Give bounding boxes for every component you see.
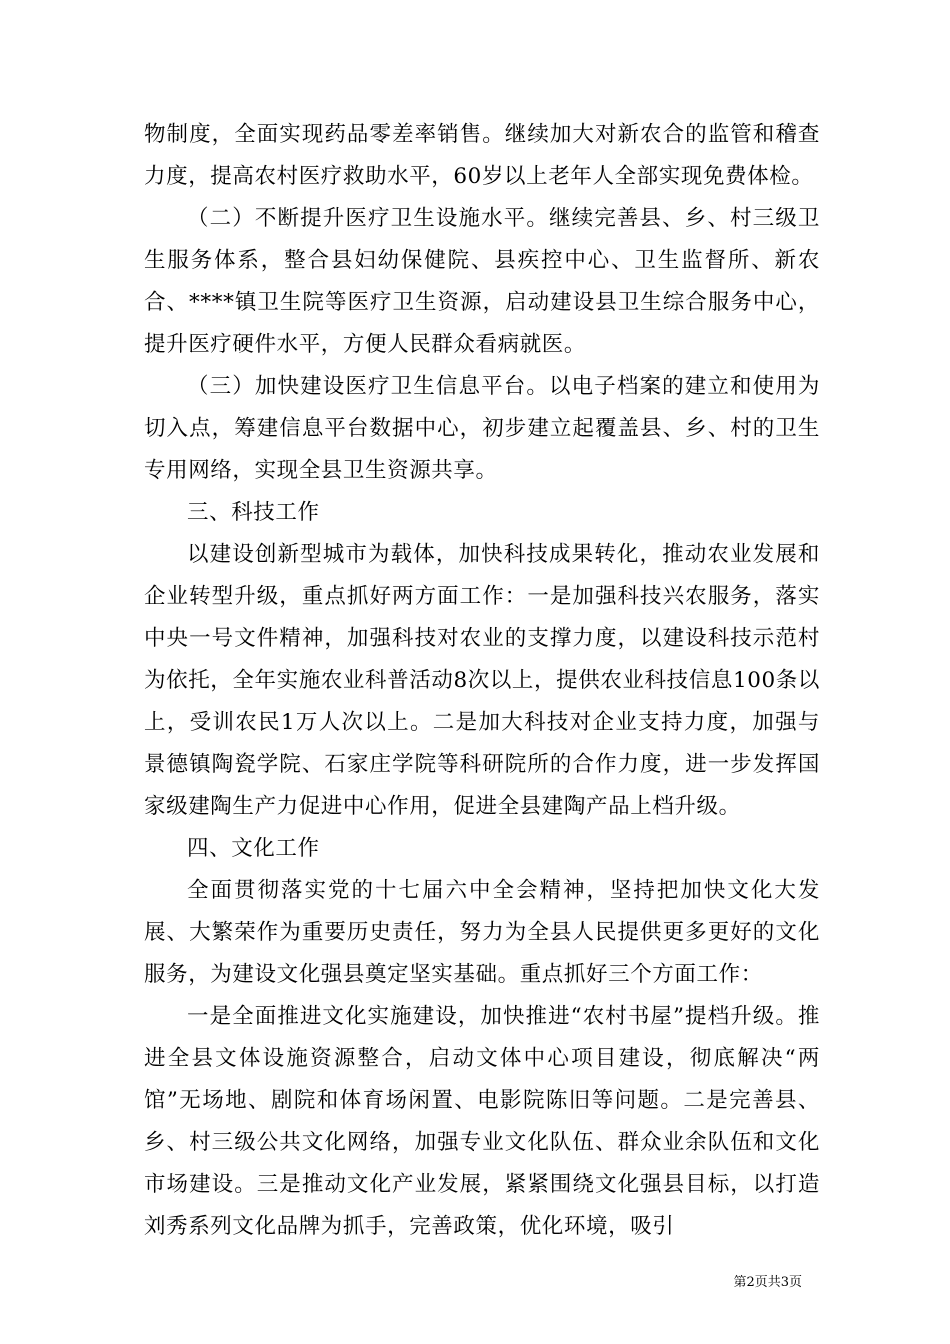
paragraph-3: （三）加快建设医疗卫生信息平台。以电子档案的建立和使用为切入点，筹建信息平台数据中心，初步建立起覆盖县、乡、村的卫生专用网络，实现全县卫生资源共享。	[144, 374, 820, 483]
paragraph-2: （二）不断提升医疗卫生设施水平。继续完善县、乡、村三级卫生服务体系，整合县妇幼保健院、县疾控中心、卫生监督所、新农合、****镇卫生院等医疗卫生资源，启动建设县卫生综合服务中心，提升医疗硬件水平，方便人民群众看病就医。	[144, 206, 820, 357]
section-heading-science: 三、科技工作	[187, 500, 320, 525]
paragraph-6: 一是全面推进文化实施建设，加快推进“农村书屋”提档升级。推进全县文体设施资源整合，启动文体中心项目建设，彻底解决“两馆”无场地、剧院和体育场闲置、电影院陈旧等问题。二是完善县、乡、村三级公共文化网络，加强专业文化队伍、群众业余队伍和文化市场建设。三是推动文化产业发展，紧紧围绕文化强县目标，以打造刘秀系列文化品牌为抓手，完善政策，优化环境，吸引	[144, 1004, 820, 1239]
paragraph-1: 物制度，全面实现药品零差率销售。继续加大对新农合的监管和稽查力度，提高农村医疗救助水平，60岁以上老年人全部实现免费体检。	[144, 122, 820, 189]
section-heading-culture: 四、文化工作	[187, 836, 320, 861]
page-number-footer: 第2页共3页	[733, 1275, 802, 1290]
document-body	[144, 114, 820, 1248]
paragraph-5: 全面贯彻落实党的十七届六中全会精神，坚持把加快文化大发展、大繁荣作为重要历史责任，努力为全县人民提供更多更好的文化服务，为建设文化强县奠定坚实基础。重点抓好三个方面工作：	[144, 878, 820, 987]
paragraph-4: 以建设创新型城市为载体，加快科技成果转化，推动农业发展和企业转型升级，重点抓好两方面工作：一是加强科技兴农服务，落实中央一号文件精神，加强科技对农业的支撑力度，以建设科技示范村为依托，全年实施农业科普活动8次以上，提供农业科技信息100条以上，受训农民1万人次以上。二是加大科技对企业支持力度，加强与景德镇陶瓷学院、石家庄学院等科研院所的合作力度，进一步发挥国家级建陶生产力促进中心作用，促进全县建陶产品上档升级。	[144, 542, 820, 819]
